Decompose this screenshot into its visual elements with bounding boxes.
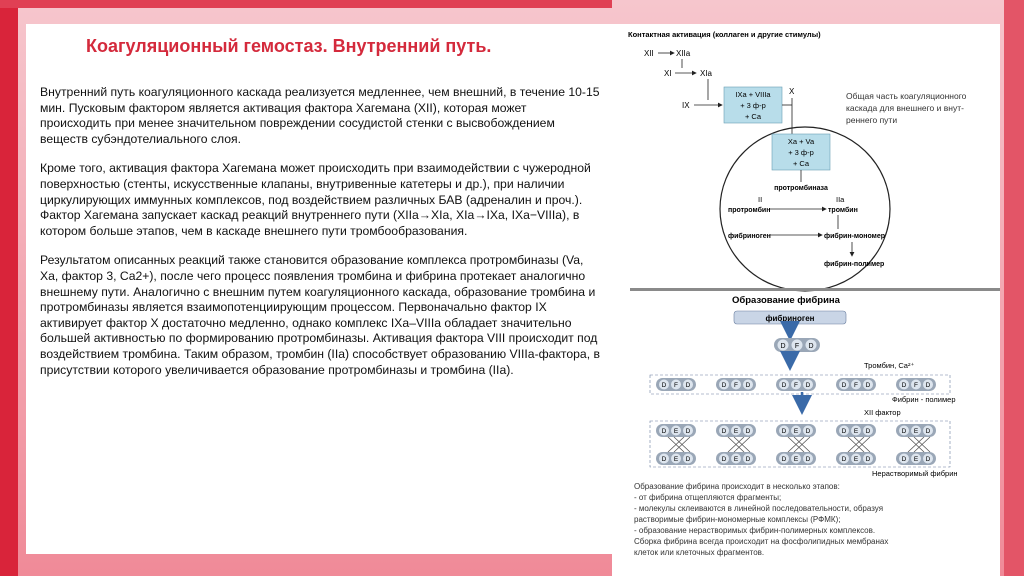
box1-line3: + Ca	[744, 112, 762, 121]
svg-text:D: D	[721, 382, 727, 389]
svg-text:D: D	[781, 428, 787, 435]
fibrin-monomer-label: фибрин-мономер	[824, 233, 886, 240]
svg-text:D: D	[901, 428, 907, 435]
desc-line-4: растворимые фибрин-мономерные комплексы (РФМК);	[634, 515, 841, 524]
factor-ii: II	[758, 195, 763, 204]
svg-text:E: E	[913, 428, 919, 435]
fibrin-polymer-row-label: Фибрин - полимер	[892, 395, 956, 404]
paragraph-1: Внутренний путь коагуляционного каскада реализуется медленнее, чем внешний, в течение 10-15 мин. Пусковым фактором является активация фактора Хагемана (XII), которая может происходить при менее значительном повреждении сосудистой стенки с высвобождением веществ субэндотелиального слоя.	[40, 85, 600, 146]
polymer-row-bottom	[656, 452, 936, 465]
svg-text:D: D	[841, 428, 847, 435]
polymer-top-unit-2	[716, 424, 756, 437]
svg-text:D: D	[841, 382, 847, 389]
svg-text:D: D	[805, 456, 811, 463]
factor-xiia: XIIa	[676, 49, 691, 58]
xii-factor-label: XII фактор	[864, 408, 901, 417]
prothrombin-label: протромбин	[728, 207, 771, 214]
factor-xia: XIa	[700, 69, 713, 78]
desc-line-5: - образование нерастворимых фибрин-полимерных комплексов.	[634, 526, 876, 535]
decor-stripe	[0, 0, 18, 576]
svg-text:D: D	[661, 456, 667, 463]
svg-text:D: D	[721, 456, 727, 463]
cascade-header: Контактная активация (коллаген и другие стимулы)	[628, 30, 821, 39]
svg-text:D: D	[661, 382, 667, 389]
svg-text:D: D	[925, 456, 931, 463]
polymer-bottom-unit-5	[896, 452, 936, 465]
svg-text:D: D	[805, 382, 811, 389]
monomer-unit-4	[836, 378, 876, 391]
factor-xii: XII	[644, 49, 654, 58]
svg-text:D: D	[901, 382, 907, 389]
svg-text:F: F	[734, 382, 738, 389]
svg-text:F: F	[674, 382, 678, 389]
svg-text:E: E	[733, 428, 739, 435]
monomer-unit-3	[776, 378, 816, 391]
monomer-unit-1	[656, 378, 696, 391]
fibrinogen-box-label: фибриноген	[765, 314, 815, 323]
desc-line-6: Сборка фибрина всегда происходит на фосфолипидных мембранах	[634, 537, 889, 546]
decor-stripe-3	[1004, 0, 1024, 576]
svg-text:D: D	[805, 428, 811, 435]
polymer-top-unit-3	[776, 424, 816, 437]
svg-text:D: D	[865, 456, 871, 463]
svg-text:D: D	[745, 456, 751, 463]
polymer-top-unit-5	[896, 424, 936, 437]
svg-text:D: D	[685, 428, 691, 435]
svg-text:D: D	[685, 456, 691, 463]
svg-text:E: E	[853, 428, 859, 435]
svg-text:D: D	[685, 382, 691, 389]
box1-line1: IXa + VIIIa	[735, 90, 771, 99]
figures-svg	[612, 24, 1000, 576]
paragraph-3: Результатом описанных реакций также становится образование комплекса протромбиназы (Va, Xa, фактор 3, Ca2+), после чего процесс появления тромбина и фибрина протекает аналогично внешнему пути. Аналогично с внешним путем коагуляционного каскада, образование тромбина и протромбиназы является взаимопотенциирующим процессом. Первоначально фактор IX активирует фактор X достаточно медленно, однако комплекс IXa–VIIIa обладает значительно большей активностью по формированию протромбиназы. Активация фактора VIII происходит под воздействием тромбина. Таким образом, тромбин (IIa) способствует образованию VIIIa-фактора, в присутствии которого увеличивается образование протромбиназы и тромбина (IIa).	[40, 253, 600, 377]
svg-text:D: D	[865, 428, 871, 435]
desc-line-2: - от фибрина отщепляются фрагменты;	[634, 493, 782, 502]
polymer-bottom-unit-2	[716, 452, 756, 465]
monomer-unit-2	[716, 378, 756, 391]
unit-f: F	[794, 343, 800, 350]
note-line-3: реннего пути	[846, 115, 898, 125]
box1-line2: + 3 ф-р	[740, 101, 766, 110]
prothrombinase-label: протромбиназа	[774, 185, 828, 192]
svg-text:F: F	[854, 382, 858, 389]
polymer-bottom-unit-3	[776, 452, 816, 465]
svg-text:D: D	[901, 456, 907, 463]
unit-d-left: D	[780, 343, 786, 350]
fibrin-polymer-label: фибрин-полимер	[824, 261, 885, 268]
figure-divider	[630, 288, 1000, 291]
slide-title: Коагуляционный гемостаз. Внутренний путь.	[86, 36, 492, 56]
crosslinks	[668, 437, 930, 452]
unit-d-right: D	[808, 343, 814, 350]
thrombin-label: тромбин	[828, 207, 858, 214]
svg-text:E: E	[673, 456, 679, 463]
factor-xi: XI	[664, 69, 672, 78]
monomer-unit-5	[896, 378, 936, 391]
svg-text:D: D	[745, 382, 751, 389]
paragraph-2: Кроме того, активация фактора Хагемана может происходить при взаимодействии с чужеродной поверхностью (стенты, искусственные клапаны, внутривенные катетеры и др.), при наличии циркулирующих иммунных комплексов, под воздействием различных БАВ (адреналин и проч.). Фактор Хагемана запускает каскад реакций внутреннего пути (XIIa→XIa, XIa→IXa, IXa−VIIIa), в котором больше этапов, чем в каскаде внешнего пути тромбообразования.	[40, 161, 591, 238]
box2-line1: Xa + Va	[787, 137, 815, 146]
svg-text:E: E	[733, 456, 739, 463]
svg-text:E: E	[913, 456, 919, 463]
fibrinogen-molecule	[774, 338, 820, 352]
fibrinogen-label: фибриноген	[728, 233, 771, 240]
svg-text:F: F	[794, 382, 798, 389]
factor-iia: IIa	[836, 195, 845, 204]
svg-text:D: D	[925, 382, 931, 389]
slide-body	[40, 85, 600, 392]
polymer-bottom-unit-1	[656, 452, 696, 465]
svg-text:D: D	[781, 382, 787, 389]
desc-line-3: - молекулы склеиваются в линейной последовательности, образуя	[634, 504, 884, 513]
svg-text:E: E	[793, 456, 799, 463]
svg-text:D: D	[925, 428, 931, 435]
svg-text:D: D	[781, 456, 787, 463]
polymer-row-top	[656, 424, 936, 437]
svg-text:E: E	[853, 456, 859, 463]
note-line-1: Общая часть коагуляционного	[846, 91, 967, 101]
fibrin-title: Образование фибрина	[732, 295, 840, 306]
factor-ix: IX	[682, 101, 690, 110]
note-line-2: каскада для внешнего и внут-	[846, 103, 964, 113]
desc-line-1: Образование фибрина происходит в несколько этапов:	[634, 482, 840, 491]
svg-text:D: D	[661, 428, 667, 435]
box2-line2: + 3 ф-р	[788, 148, 814, 157]
figure-panel	[612, 24, 1000, 576]
insoluble-fibrin-label: Нерастворимый фибрин	[872, 469, 958, 478]
polymer-top-unit-4	[836, 424, 876, 437]
fibrin-description	[634, 482, 888, 557]
svg-text:D: D	[721, 428, 727, 435]
svg-text:D: D	[865, 382, 871, 389]
thrombin-ca-label: Тромбин, Ca²⁺	[864, 361, 915, 370]
svg-text:D: D	[745, 428, 751, 435]
box2-line3: + Ca	[792, 159, 810, 168]
svg-text:E: E	[673, 428, 679, 435]
desc-line-7: клеток или клеточных фрагментов.	[634, 548, 765, 557]
svg-text:D: D	[841, 456, 847, 463]
monomer-row	[656, 378, 936, 391]
polymer-top-unit-1	[656, 424, 696, 437]
factor-x: X	[789, 87, 795, 96]
decor-stripe-2	[0, 0, 612, 8]
svg-text:E: E	[793, 428, 799, 435]
svg-text:F: F	[914, 382, 918, 389]
polymer-bottom-unit-4	[836, 452, 876, 465]
